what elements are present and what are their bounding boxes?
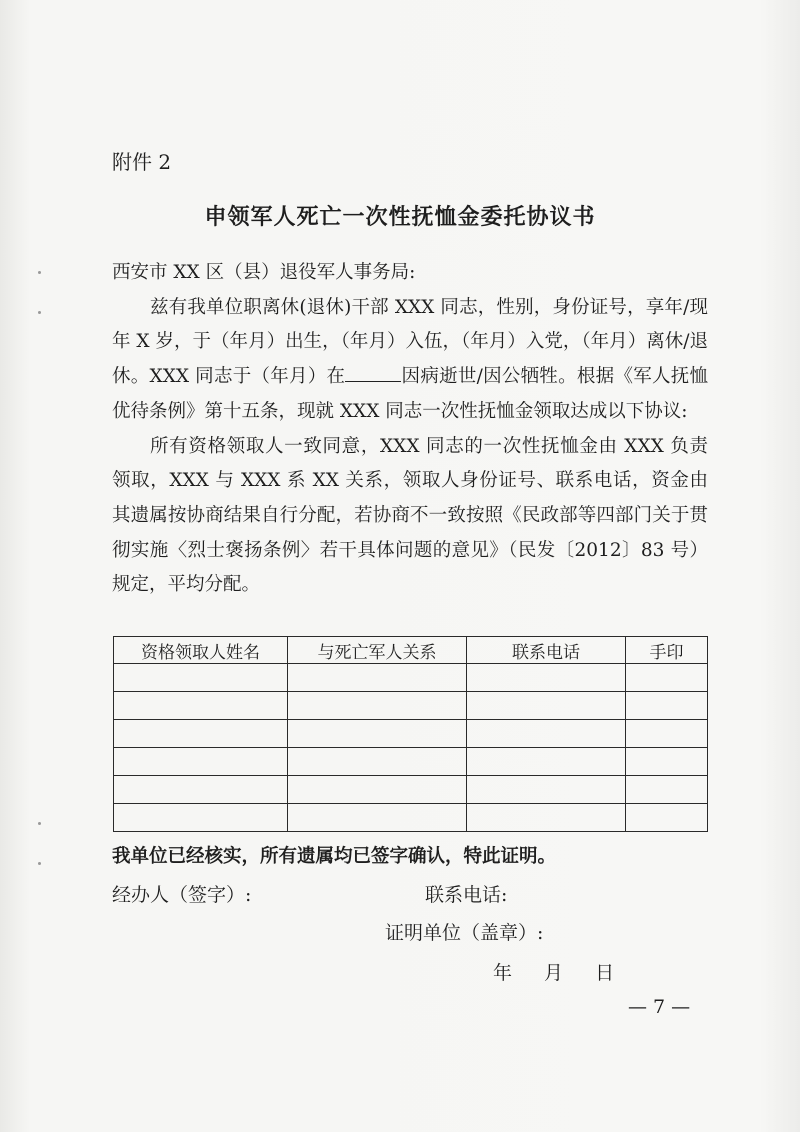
page-number: — 7 — (628, 996, 691, 1018)
table-row (114, 776, 708, 804)
table-cell[interactable] (626, 720, 708, 748)
table-cell[interactable] (467, 692, 626, 720)
certifying-unit-label: 证明单位（盖章）: (385, 922, 544, 944)
contact-phone-label: 联系电话: (425, 884, 508, 906)
scan-speck (38, 271, 41, 274)
handler-signature-label: 经办人（签字）: (112, 884, 252, 906)
table-cell[interactable] (467, 664, 626, 692)
table-cell[interactable] (626, 664, 708, 692)
table-cell[interactable] (114, 776, 288, 804)
paragraph-1 (112, 291, 708, 430)
table-row (114, 804, 708, 832)
table-cell[interactable] (114, 748, 288, 776)
table-cell[interactable] (114, 720, 288, 748)
document-title: 申领军人死亡一次性抚恤金委托协议书 (204, 205, 596, 230)
header-fingerprint: 手印 (626, 637, 708, 664)
confirmation-statement: 我单位已经核实，所有遗属均已签字确认，特此证明。 (112, 846, 557, 867)
table-cell[interactable] (626, 804, 708, 832)
table-cell[interactable] (114, 804, 288, 832)
paragraph-2: 所有资格领取人一致同意，XXX 同志的一次性抚恤金由 XXX 负责领取，XXX 与 XXX 系 XX 关系，领取人身份证号、联系电话，资金由其遗属按协商结果自行分配，若协商不一致按照《民政部等四部门关于贯彻实施〈烈士褒扬条例〉若干具体问题的意见》（民发〔2012〕83 号）规定，平均分配。 (112, 435, 708, 596)
table-cell[interactable] (626, 776, 708, 804)
attachment-label: 附件 2 (112, 150, 172, 174)
scan-speck (38, 311, 41, 314)
table-row (114, 692, 708, 720)
place-blank-line (345, 361, 401, 382)
salutation: 西安市 XX 区（县）退役军人事务局: (112, 262, 416, 283)
table-cell[interactable] (467, 776, 626, 804)
recipient-table (113, 636, 708, 832)
table-cell[interactable] (288, 664, 467, 692)
table-cell[interactable] (288, 748, 467, 776)
table-cell[interactable] (467, 720, 626, 748)
table-cell[interactable] (626, 692, 708, 720)
table-cell[interactable] (626, 748, 708, 776)
scan-speck (38, 822, 41, 825)
table-row (114, 664, 708, 692)
table-cell[interactable] (288, 776, 467, 804)
table-cell[interactable] (288, 804, 467, 832)
date-line: 年 月 日 (493, 962, 615, 984)
paragraph-1-part-a: 兹有我单位职离休(退休)干部 XXX 同志，性别，身份证号，享年/现年 X 岁，于（年月）出生，（年月）入伍，（年月）入党，（年月）离休/退休。XXX 同志于（年月）在 (112, 296, 708, 388)
document-body (112, 256, 708, 603)
header-recipient-name: 资格领取人姓名 (114, 637, 288, 664)
table-cell[interactable] (467, 804, 626, 832)
table-cell[interactable] (467, 748, 626, 776)
table-cell[interactable] (288, 720, 467, 748)
header-relation: 与死亡军人关系 (288, 637, 467, 664)
table-row (114, 748, 708, 776)
header-phone: 联系电话 (467, 637, 626, 664)
table-row (114, 720, 708, 748)
table-cell[interactable] (114, 664, 288, 692)
paragraph-1-part-b: 因病逝世/因公牺牲。根据《军人抚恤优待条例》第十五条，现就 XXX 同志一次性抚恤金领取达成以下协议: (112, 366, 708, 422)
scan-speck (38, 862, 41, 865)
table-cell[interactable] (114, 692, 288, 720)
table-cell[interactable] (288, 692, 467, 720)
